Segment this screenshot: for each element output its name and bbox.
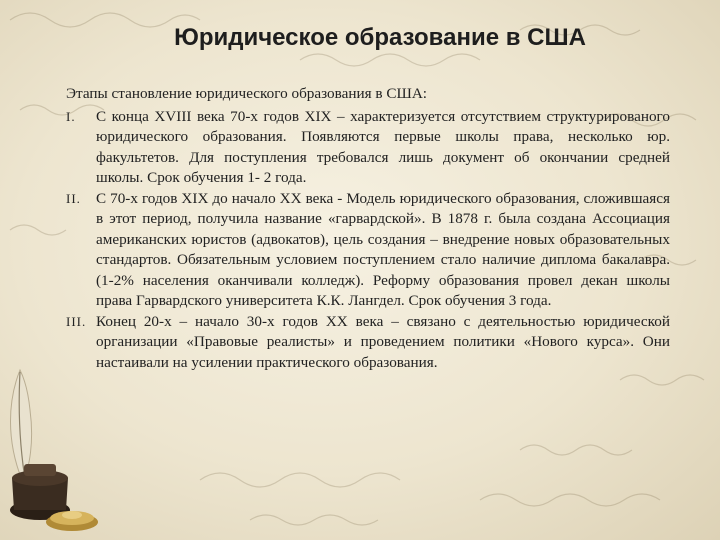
- stage-number: III.: [66, 313, 87, 329]
- stage-number: II.: [66, 190, 81, 206]
- stage-item-1: [66, 107, 670, 189]
- quill-and-inkwell-icon: [0, 360, 130, 540]
- stage-item-2: [66, 189, 670, 312]
- stage-number: I.: [66, 108, 76, 124]
- stage-item-3: [66, 312, 670, 374]
- intro-text: Этапы становление юридического образования в США:: [66, 85, 428, 102]
- slide-body: [66, 84, 670, 373]
- stage-text: Конец 20-х – начало 30-х годов XX века – связано с деятельностью юридической организации «Правовые реалисты» и проведением политики «Нового курса». Они настаивали на усилении практического образования.: [96, 312, 670, 371]
- stage-text: С 70-х годов XIX до начало XX века - Модель юридического образования, сложившаяся в этот период, получила название «гарвардской». В 1878 г. была создана Ассоциация американских юристов (адвокатов), цель создания – внедрение новых образовательных стандартов. Обязательным условием поступлением стало наличие диплома бакалавра. (1-2% населения оканчивали колледж). Реформу образования провел декан школы права Гарвардского университета К.К. Лангдел. Срок обучения 3 года.: [96, 189, 670, 309]
- slide-title: Юридическое образование в США: [174, 24, 586, 51]
- stage-text: С конца XVIII века 70-х годов XIX – характеризуется отсутствием структурированого юридического образования. Появляются первые школы права, несколько юр. факультетов. Для поступления требовался лишь документ об окончании средней школы. Срок обучения 1- 2 года.: [96, 107, 670, 186]
